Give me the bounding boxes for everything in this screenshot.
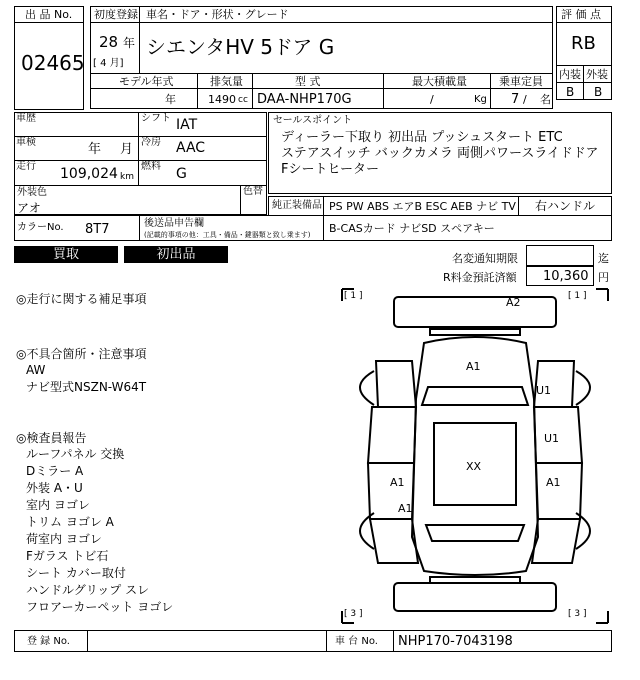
rating-label-box <box>556 6 612 23</box>
left-rear-quarter <box>370 519 418 563</box>
damage-mark: A1 <box>546 476 561 489</box>
windshield <box>422 387 528 405</box>
mileage-label: 走行 <box>16 161 36 172</box>
damage-mark: A1 <box>466 360 481 373</box>
inspector-item: フロアーカーペット ヨゴレ <box>26 600 174 614</box>
displacement-value: 1490 <box>208 93 236 106</box>
interior-label-box <box>556 65 584 83</box>
chassis-value-box <box>393 630 612 652</box>
corner-bracket <box>596 611 608 623</box>
displacement-unit: cc <box>238 95 248 105</box>
capacity-sep: / <box>523 93 527 106</box>
front-grille <box>430 329 520 335</box>
displacement-label-box <box>197 73 253 89</box>
damage-mark: U1 <box>536 384 552 397</box>
model-year-label-box <box>90 73 198 89</box>
lot-label-box <box>14 6 84 23</box>
first-listing-badge: 初出品 <box>124 246 228 263</box>
inspector-item: ルーフパネル 交換 <box>26 447 125 461</box>
inspector-item: シート カバー取付 <box>26 566 126 580</box>
fuel-label: 燃料 <box>141 161 161 172</box>
corner-label-br: [ 3 ] <box>568 609 587 619</box>
corner-label-bl: [ 3 ] <box>344 609 363 619</box>
ac-label: 冷房 <box>141 137 161 148</box>
recycle-unit: 円 <box>598 271 609 284</box>
recycle-amount: 10,360 <box>543 269 589 284</box>
color-change-label: 色替 <box>243 186 263 197</box>
interior-grade-box <box>556 82 584 100</box>
aftermarket-box <box>139 215 324 241</box>
shift-label: シフト <box>141 113 171 124</box>
chassis-label-box <box>326 630 394 652</box>
model-year-label: モデル年式 <box>119 75 174 88</box>
right-front-wheel <box>576 371 590 405</box>
mileage-value: 109,024 <box>60 166 118 182</box>
equipment-label: 純正装備品 <box>272 200 322 211</box>
title-deadline-box <box>526 245 594 266</box>
sales-point-line-1: ディーラー下取り 初出品 プッシュスタート ETC <box>281 130 563 145</box>
history-label: 車歴 <box>16 113 36 124</box>
inspector-header: ◎検査員報告 <box>16 431 87 445</box>
model-year-unit: 年 <box>165 93 176 106</box>
corner-bracket <box>596 289 608 301</box>
displacement-box <box>197 88 253 109</box>
lot-number-box <box>14 22 84 110</box>
first-reg-label: 初度登録 <box>94 8 138 21</box>
recycle-label: R料金預託済額 <box>443 271 517 284</box>
first-reg-year-unit: 年 <box>123 36 136 50</box>
damage-mark: A1 <box>390 476 405 489</box>
driving-notes-header: ◎走行に関する補足事項 <box>16 292 147 306</box>
ext-color-label: 外装色 <box>17 187 47 198</box>
handle-value: 右ハンドル <box>535 199 596 213</box>
defect-item: ナビ型式NSZN-W64T <box>26 380 147 394</box>
max-load-sep: / <box>430 93 434 106</box>
damage-mark: XX <box>466 460 482 473</box>
inspector-item: Dミラー A <box>26 464 84 478</box>
lot-number: 02465 <box>21 51 85 75</box>
rear-bumper <box>394 583 556 611</box>
defect-item: AW <box>26 363 46 377</box>
capacity-value: 7 <box>511 92 520 107</box>
capacity-unit: 名 <box>540 93 551 106</box>
capacity-box <box>490 88 553 109</box>
damage-mark: U1 <box>544 432 560 445</box>
sales-point-line-3: Fシートヒーター <box>281 162 379 177</box>
car-name-label: 車名・ドア・形状・グレード <box>146 8 289 21</box>
color-no-label: カラーNo. <box>17 222 64 233</box>
displacement-label: 排気量 <box>210 75 243 88</box>
first-reg-year: 28 <box>99 33 119 51</box>
interior-label: 内装 <box>559 68 581 81</box>
equipment-line-1-box <box>323 196 519 216</box>
equipment-label-box <box>268 196 324 216</box>
inspection-label: 車検 <box>16 137 36 148</box>
color-no-box <box>14 215 140 241</box>
chassis-label: 車 台 No. <box>335 636 378 647</box>
ext-color-value: アオ <box>17 201 41 215</box>
interior-grade: B <box>566 85 575 99</box>
inspector-item: 外装 A・U <box>26 481 83 495</box>
title-deadline-label: 名変通知期限 <box>452 252 518 265</box>
left-front-door <box>368 407 416 463</box>
damage-mark: A2 <box>506 296 521 309</box>
max-load-label: 最大積載量 <box>412 75 467 88</box>
equipment-line-1: PS PW ABS エアB ESC AEB ナビ TV <box>329 200 516 213</box>
car-name-box <box>139 22 553 74</box>
car-diagram <box>338 287 612 625</box>
ac-value: AAC <box>176 140 206 156</box>
color-no-value: 8T7 <box>85 222 110 237</box>
inspector-item: トリム ヨゴレ A <box>26 515 114 529</box>
corner-label-tr: [ 1 ] <box>568 291 587 301</box>
recycle-box <box>526 266 594 286</box>
title-deadline-unit: 迄 <box>598 252 609 265</box>
exterior-grade: B <box>594 85 603 99</box>
first-reg-box <box>90 22 140 74</box>
rating-value: RB <box>571 33 596 54</box>
handle-box <box>518 196 612 216</box>
buy-badge: 買取 <box>14 246 118 263</box>
left-front-wheel <box>360 371 374 405</box>
capacity-label-box <box>490 73 553 89</box>
exterior-label-box <box>583 65 612 83</box>
max-load-label-box <box>383 73 491 89</box>
inspector-item: 荷室内 ヨゴレ <box>26 532 102 546</box>
aftermarket-note: (記載的事項の他：工具・備品・鍵器類と致し乗ます) <box>144 231 311 239</box>
capacity-label: 乗車定員 <box>499 75 543 88</box>
type-box <box>252 88 384 109</box>
equipment-line-2-box <box>323 215 612 241</box>
sales-point-line-2: ステアスイッチ バックカメラ 両側パワースライドドア <box>281 146 599 161</box>
mileage-unit: km <box>120 172 134 182</box>
inspection-month-unit: 月 <box>120 142 134 157</box>
reg-label: 登 録 No. <box>27 636 70 647</box>
aftermarket-label: 後送品申告欄 <box>144 218 204 229</box>
reg-label-box <box>14 630 88 652</box>
front-bumper <box>394 297 556 327</box>
inspector-item: ハンドルグリップ スレ <box>26 583 150 597</box>
car-name-label-box <box>139 6 553 23</box>
first-reg-label-box <box>90 6 140 23</box>
exterior-label: 外装 <box>586 68 608 81</box>
model-year-box <box>90 88 198 109</box>
exterior-grade-box <box>583 82 612 100</box>
right-rear-door <box>536 463 582 519</box>
rating-label: 評 価 点 <box>561 8 601 21</box>
defects-header: ◎不具合箇所・注意事項 <box>16 347 147 361</box>
type-label: 型 式 <box>295 75 321 88</box>
chassis-number: NHP170-7043198 <box>398 634 513 649</box>
right-rear-quarter <box>532 519 580 563</box>
sales-point-label: セールスポイント <box>273 115 353 126</box>
max-load-unit: Kg <box>474 94 487 105</box>
rear-garnish <box>430 577 520 583</box>
inspector-item: 室内 ヨゴレ <box>26 498 90 512</box>
inspection-year-unit: 年 <box>88 142 102 157</box>
type-label-box <box>252 73 384 89</box>
fuel-value: G <box>176 166 187 182</box>
car-name: シエンタHV 5ドア G <box>146 35 335 59</box>
rating-box <box>556 22 612 66</box>
corner-label-tl: [ 1 ] <box>344 291 363 301</box>
max-load-box <box>383 88 491 109</box>
shift-value: IAT <box>176 117 198 133</box>
rear-window <box>426 525 524 541</box>
damage-mark: A1 <box>398 502 413 515</box>
lot-label: 出 品 No. <box>25 8 73 21</box>
car-outline <box>338 287 612 625</box>
left-front-fender <box>376 361 416 407</box>
equipment-line-2: B-CASカード ナビSD スペアキー <box>329 222 495 235</box>
model-code: DAA-NHP170G <box>257 92 352 107</box>
ext-color-box <box>14 185 267 215</box>
first-reg-month: [ 4 月] <box>93 58 124 69</box>
reg-value-box <box>87 630 327 652</box>
inspector-item: Fガラス トビ石 <box>26 549 109 563</box>
sales-point-box <box>268 112 612 194</box>
